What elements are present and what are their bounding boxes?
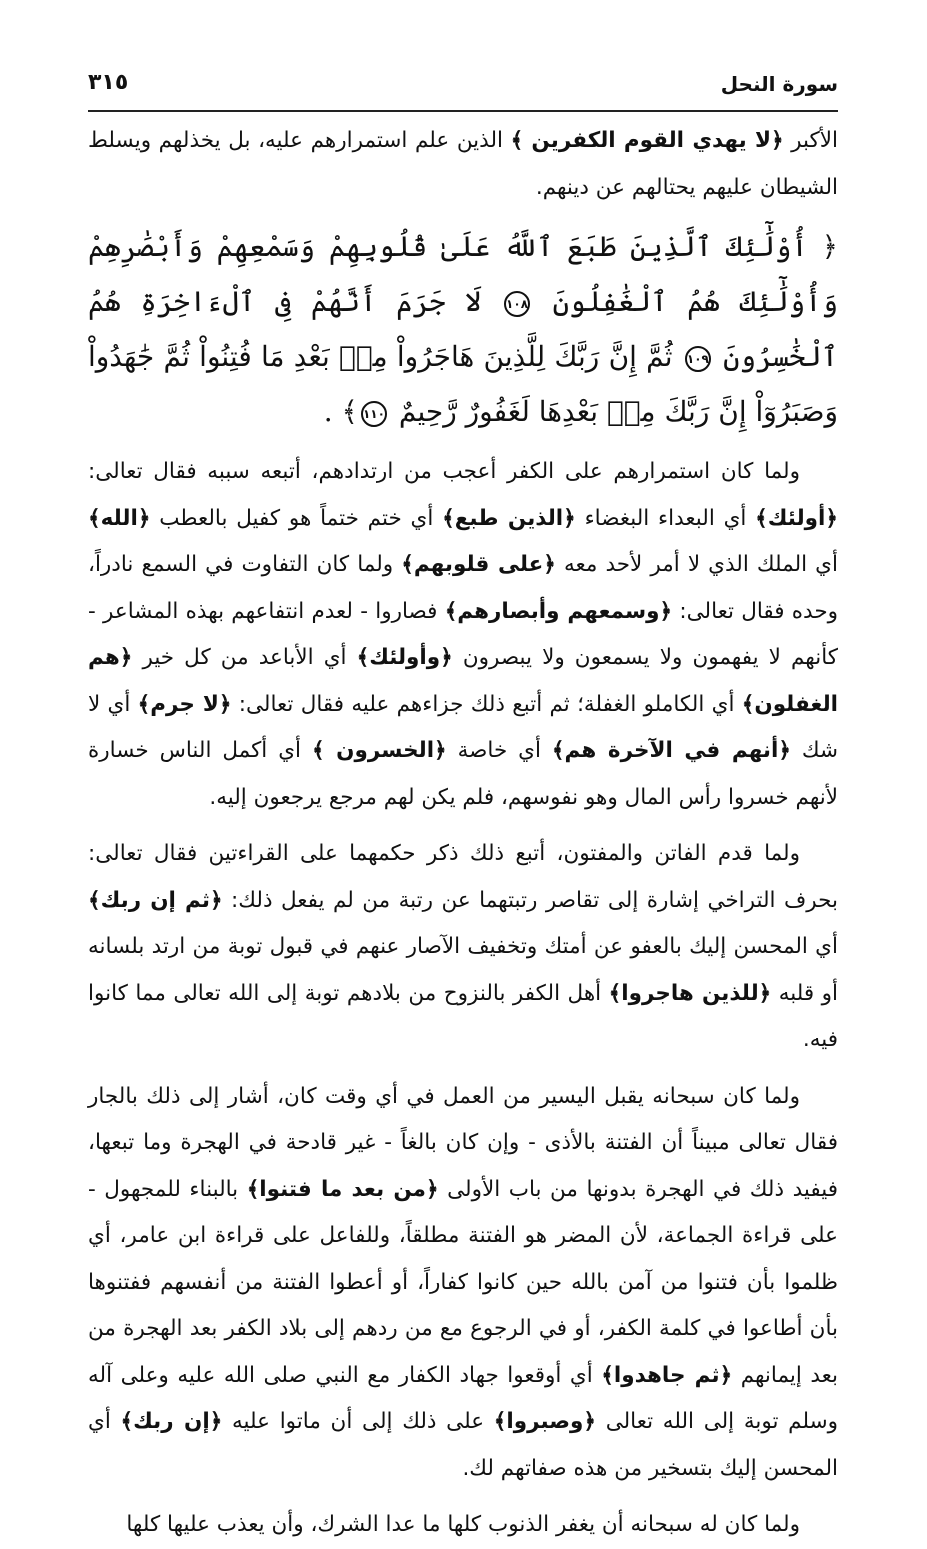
- verse-110: ثُمَّ إِنَّ رَبَّكَ لِلَّذِينَ هَاجَرُواْ مِنۢ بَعْدِ مَا فُتِنُواْ ثُمَّ جَٰهَدُواْ وَصَبَرُوٓاْ إِنَّ رَبَّكَ مِنۢ بَعْدِهَا لَغَفُورٌ رَّحِيمٌ: [88, 340, 838, 428]
- verse-108: أُوْلَٰٓئِكَ ٱلَّذِينَ طَبَعَ ٱللَّهُ عَلَىٰ قُلُوبِهِمْ وَسَمْعِهِمْ وَأَبْصَٰرِهِمْ وَأُوْلَٰٓئِكَ هُمُ ٱلْغَٰفِلُونَ: [88, 230, 838, 318]
- verse-bracket-open: ﴿: [807, 230, 838, 263]
- quran-quote: ﴿لا يهدي القوم الكفرين ﴾: [510, 128, 784, 153]
- quran-quote: ﴿الله﴾: [88, 505, 151, 531]
- quran-quote: ﴿أنهم في الآخرة هم﴾: [551, 738, 791, 763]
- text: بالبناء للمجهول - على قراءة الجماعة، لأن المضر هو الفتنة مطلقاً، وللفاعل على قراءة ابن عامر، أي ظلموا بأن فتنوا من آمن بالله حين كانوا كفاراً، أو أعطوا الفتنة من أنفسهم ففتنوها بأن أطاعوا في كلمة الكفر، أو في الرجوع مع من ردهم إلى بلاد الكفر بعد الهجرة من بعد إيمانهم: [88, 1176, 839, 1388]
- text: أي ختم ختماً هو كفيل بالعطب: [150, 505, 443, 531]
- text: أي أوقعوا جهاد الكفار مع النبي صلى الله عليه وعلى آله وسلم توبة إلى الله تعالى: [88, 1362, 839, 1434]
- quran-quote: ﴿الذين طبع﴾: [442, 505, 576, 531]
- quran-quote: ﴿أولئك﴾: [755, 505, 838, 531]
- text: أي لا شك: [88, 691, 839, 763]
- text: أي الأباعد من كل خير: [132, 645, 357, 670]
- text: ولما كان له سبحانه أن يغفر الذنوب كلها ما عدا الشرك، وأن يعذب عليها كلها: [126, 1512, 800, 1537]
- quran-quote: ﴿وصبروا﴾: [493, 1409, 596, 1434]
- text: أي البعداء البغضاء: [575, 505, 756, 531]
- text: فصاروا - لعدم انتفاعهم بهذه المشاعر - كأنهم لا يفهمون ولا يسمعون ولا يبصرون: [88, 598, 838, 670]
- quran-quote: ﴿وأولئك﴾: [356, 645, 453, 670]
- verse-number-109: ١٠٩: [685, 346, 711, 372]
- paragraph-2: [88, 449, 838, 821]
- verse-109: لَا جَرَمَ أَنَّهُمْ فِى ٱلْءَاخِرَةِ هُمُ ٱلْخَٰسِرُونَ: [88, 285, 838, 373]
- quran-verses-block: [88, 219, 838, 439]
- text: ولما كان استمرارهم على الكفر أعجب من ارتدادهم، أتبعه سببه فقال تعالى:: [88, 459, 800, 484]
- quran-quote: ﴿ثم جاهدوا﴾: [601, 1362, 733, 1388]
- paragraph-5: [88, 1502, 838, 1549]
- verse-number-108: ١٠٨: [504, 291, 530, 317]
- paragraph-4: [88, 1074, 838, 1493]
- text: الأكبر: [783, 128, 839, 153]
- quran-quote: ﴿على قلوبهم﴾: [401, 552, 556, 577]
- verse-bracket-close: ﴾ .: [323, 395, 358, 428]
- text: على ذلك إلى أن ماتوا عليه: [222, 1409, 494, 1434]
- quran-quote: ﴿لا جرم﴾: [137, 691, 232, 717]
- surah-title: سورة النحل: [720, 72, 838, 96]
- quran-quote: ﴿هم الغفلون﴾: [88, 645, 839, 717]
- text: ولما كان سبحانه يقبل اليسير من العمل في أي وقت كان، أشار إلى ذلك بالجار فقال تعالى مبيناً أن الفتنة بالأذى - وإن كان بالغاً - غير قادحة في الهجرة وما تبعها، فيفيد ذلك في الهجرة بدونها من باب الأولى: [88, 1083, 838, 1202]
- header-divider: [88, 110, 838, 112]
- page-number: ٣١٥: [88, 70, 129, 95]
- text: أي المحسن إليك بالعفو عن أمتك وتخفيف الآصار عنهم في قبول توبة من ارتد بلسانه أو قلبه: [88, 934, 838, 1006]
- paragraph-3: [88, 831, 838, 1064]
- quran-quote: ﴿الخسرون ﴾: [311, 738, 447, 763]
- quran-quote: ﴿ثم إن ربك﴾: [88, 887, 223, 913]
- paragraph-1: [88, 118, 838, 211]
- text: أي خاصة: [446, 738, 552, 763]
- quran-quote: ﴿وسمعهم وأبصارهم﴾: [444, 598, 673, 624]
- text: الذين علم استمرارهم عليه، بل يخذلهم ويسلط الشيطان عليهم يحتالهم عن دينهم.: [88, 128, 838, 200]
- text: أي الملك الذي لا أمر لأحد معه: [555, 552, 838, 577]
- text: ولما كان التفاوت في السمع نادراً، وحده فقال تعالى:: [88, 552, 839, 624]
- verse-number-110: ١١٠: [361, 401, 387, 427]
- page-header: [88, 62, 838, 112]
- page-body: [88, 118, 838, 1549]
- quran-quote: ﴿للذين هاجروا﴾: [608, 980, 772, 1006]
- text: أي المحسن إليك بتسخير من هذه صفاتهم لك.: [88, 1409, 838, 1481]
- text: أي الكاملو الغفلة؛ ثم أتبع ذلك جزاءهم عليه فقال تعالى:: [231, 691, 742, 717]
- quran-quote: ﴿من بعد ما فتنوا﴾: [246, 1176, 439, 1202]
- quran-quote: ﴿إن ربك﴾: [120, 1409, 223, 1434]
- text: ولما قدم الفاتن والمفتون، أتبع ذلك ذكر حكمهما على القراءتين فقال تعالى: بحرف التراخي إشارة إلى تقاصر رتبتهما عن رتبة من لم يفعل ذلك:: [88, 841, 838, 913]
- text: أي أكمل الناس خسارة لأنهم خسروا رأس المال وهو نفوسهم، فلم يكن لهم مرجع يرجعون إليه.: [88, 738, 838, 810]
- text: أهل الكفر بالنزوح من بلادهم توبة إلى الله تعالى مما كانوا فيه.: [88, 980, 838, 1052]
